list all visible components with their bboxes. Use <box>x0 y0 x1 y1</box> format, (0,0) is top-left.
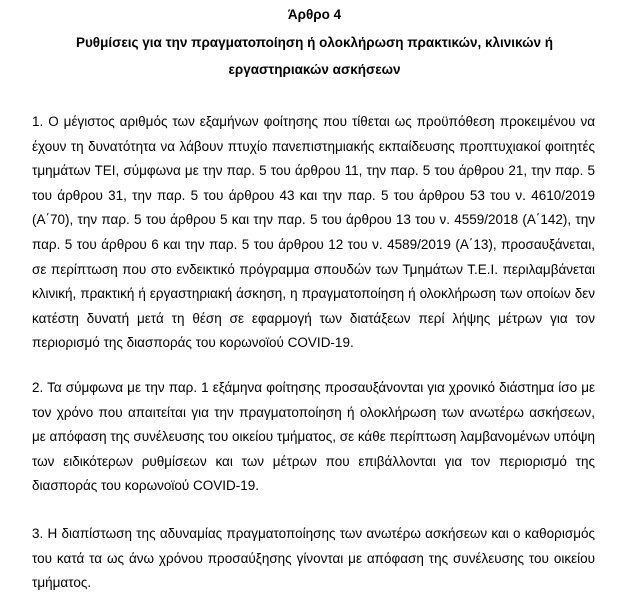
article-heading: Άρθρο 4 <box>287 7 342 22</box>
article-subtitle-line-1: Ρυθμίσεις για την πραγματοποίηση ή ολοκλήρωση πρακτικών, κλινικών ή <box>75 35 554 50</box>
article-subtitle-line-2: εργαστηριακών ασκήσεων <box>228 62 401 77</box>
paragraph-2: 2. Τα σύμφωνα με την παρ. 1 εξάμηνα φοίτησης προσαυξάνονται για χρονικό διάστημα ίσο με τον χρόνο που απαιτείται για την πραγματοποίηση ή ολοκλήρωση των ανωτέρω ασκήσεων, με απόφαση της συνέλευσης του οικείου τμήματος, σε κάθε περίπτωση λαμβανομένων υπόψη των ειδικότερων ρυθμίσεων και των μέτρων που επιβάλλονται για τον περιορισμό της διασποράς του κορωνοϊού COVID-19. <box>32 380 595 494</box>
paragraph-3: 3. Η διαπίστωση της αδυναμίας πραγματοποίησης των ανωτέρω ασκήσεων και ο καθορισμός του κατά τα ως άνω χρόνου προσαύξησης γίνονται με απόφαση της συνέλευσης του οικείου τμήματος. <box>32 526 595 591</box>
paragraph-1: 1. Ο μέγιστος αριθμός των εξαμήνων φοίτησης που τίθεται ως προϋπόθεση προκειμένου να έχουν τη δυνατότητα να λάβουν πτυχίο πανεπιστημιακής εκπαίδευσης προπτυχιακοί φοιτητές τμημάτων ΤΕΙ, σύμφωνα με την παρ. 5 του άρθρου 11, την παρ. 5 του άρθρου 21, την παρ. 5 του άρθρου 31, την παρ. 5 του άρθρου 43 και την παρ. 5 του άρθρου 53 του ν. 4610/2019 (Α΄70), την παρ. 5 του άρθρου 5 και την παρ. 5 του άρθρου 13 του ν. 4559/2018 (Α΄142), την παρ. 5 του άρθρου 6 και την παρ. 5 του άρθρου 12 του ν. 4589/2019 (Α΄13), προσαυξάνεται, σε περίπτωση που στο ενδεικτικό πρόγραμμα σπουδών των Τμημάτων Τ.Ε.Ι. περιλαμβάνεται κλινική, πρακτική ή εργαστηριακή άσκηση, η πραγματοποίηση ή ολοκλήρωση των οποίων δεν κατέστη δυνατή μετά τη θέση σε εφαρμογή των διατάξεων περί λήψης μέτρων για τον περιορισμό της διασποράς του κορωνοϊού COVID-19. <box>32 114 595 351</box>
